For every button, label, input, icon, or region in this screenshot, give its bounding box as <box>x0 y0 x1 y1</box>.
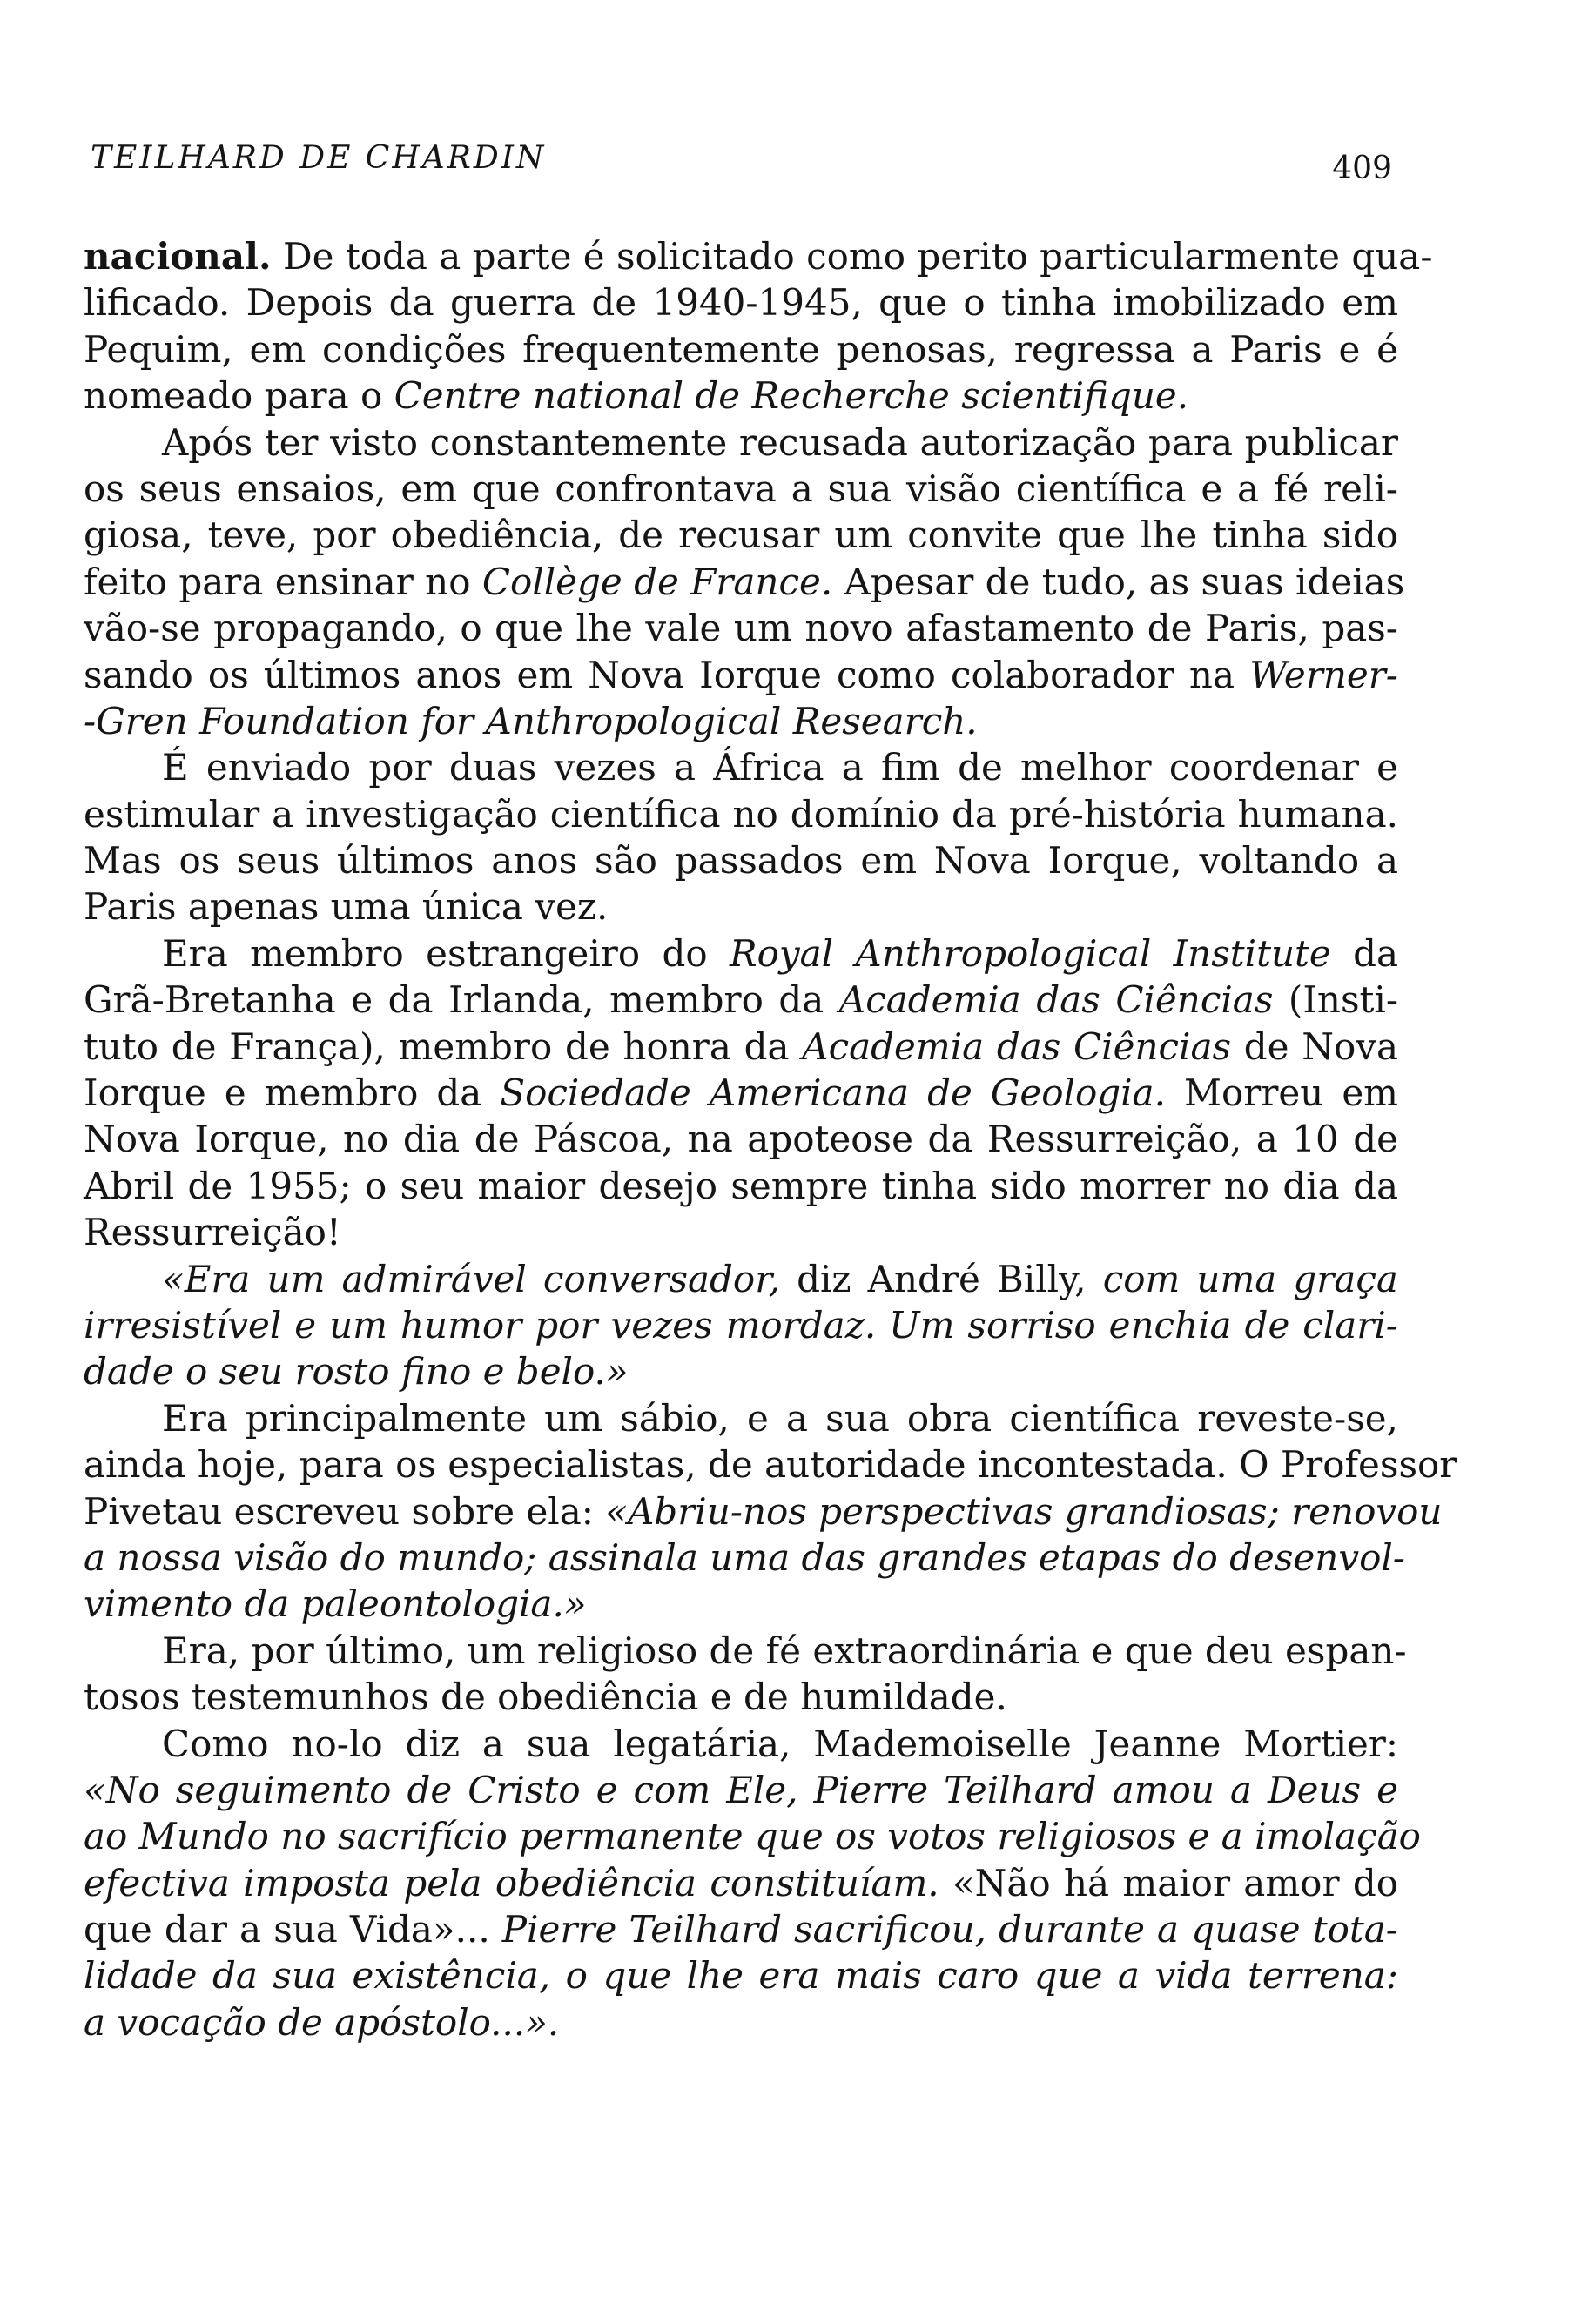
text-line <box>84 1070 1398 1116</box>
text-line <box>84 1674 1398 1720</box>
text-run: diz André Billy, <box>780 1257 1103 1300</box>
text-run: Apesar de tudo, as suas ideias <box>832 560 1405 603</box>
text-line <box>84 559 1405 605</box>
text-line <box>84 466 1398 512</box>
page-number: 409 <box>1332 151 1392 186</box>
paragraph <box>84 420 1405 745</box>
text-line <box>84 698 1398 744</box>
text-line <box>84 744 1398 790</box>
text-run: Iorque e membro da <box>84 1071 501 1115</box>
text-run: da <box>1330 931 1398 975</box>
text-run: Mas os seus últimos anos são passados em Nova Iorque, voltando a <box>84 839 1398 883</box>
text-run: lificado. Depois da guerra de 1940-1945, que o tinha imobilizado em <box>84 281 1398 325</box>
text-run: Era principalmente um sábio, e a sua obra científica reveste-se, <box>162 1396 1398 1440</box>
text-line <box>84 605 1398 651</box>
text-run: Grã-Bretanha e da Irlanda, membro da <box>84 978 839 1022</box>
text-run: vão-se propagando, o que lhe vale um novo afastamento de Paris, pas- <box>84 607 1398 650</box>
text-line <box>84 1952 1398 1998</box>
text-line <box>84 652 1398 698</box>
text-line <box>84 1348 1398 1394</box>
text-run: feito para ensinar no <box>84 560 482 603</box>
text-run: os seus ensaios, em que confrontava a sua visão científica e a fé reli- <box>84 467 1398 510</box>
text-run: tuto de França), membro de honra da <box>84 1024 803 1068</box>
text-line <box>84 1906 1398 1952</box>
text-run: nomeado para o <box>84 374 394 418</box>
text-run: Como no-lo diz a sua legatária, Mademoiselle Jeanne Mortier: <box>162 1722 1398 1765</box>
italic-text: vimento da paleontologia.» <box>84 1582 587 1626</box>
text-line <box>84 1395 1398 1441</box>
italic-text: Academia das Ciências <box>838 978 1274 1022</box>
italic-text: a vocação de apóstolo...». <box>84 2000 560 2044</box>
text-run: Morreu em <box>1165 1071 1399 1115</box>
italic-text: Sociedade Americana de Geologia. <box>500 1071 1166 1115</box>
text-run: Era membro estrangeiro do <box>162 931 730 975</box>
text-run: Abril de 1955; o seu maior desejo sempre tinha sido morrer no dia da <box>84 1164 1398 1207</box>
text-line <box>84 1163 1398 1209</box>
text-run: ainda hoje, para os especialistas, de autoridade incontestada. O Professor <box>84 1443 1457 1487</box>
text-line <box>84 1209 1398 1255</box>
italic-text: lidade da sua existência, o que lhe era mais caro que a vida terrena: <box>84 1954 1398 1998</box>
italic-text: Pierre Teilhard sacrificou, durante a quase tota- <box>501 1908 1398 1951</box>
text-line <box>84 1860 1398 1906</box>
text-run: É enviado por duas vezes a África a fim de melhor coordenar e <box>162 746 1398 789</box>
paragraph <box>84 930 1398 1256</box>
text-line <box>84 1628 1407 1674</box>
text-run: Paris apenas uma única vez. <box>84 885 609 929</box>
text-line <box>84 791 1398 837</box>
text-run: de Nova <box>1231 1024 1398 1068</box>
text-line <box>84 1488 1443 1535</box>
italic-text: -Gren Foundation for Anthropological Research. <box>84 699 978 742</box>
text-run: giosa, teve, por obediência, de recusar um convite que lhe tinha sido <box>84 514 1398 557</box>
italic-text: Academia das Ciências <box>802 1024 1232 1068</box>
text-line <box>84 1256 1398 1302</box>
text-run: Pivetau escreveu sobre ela: <box>84 1489 606 1533</box>
italic-text: Royal Anthropological Institute <box>729 931 1331 975</box>
text-line <box>84 420 1398 466</box>
text-run: Após ter visto constantemente recusada autorização para publicar <box>162 420 1398 464</box>
paragraph <box>84 1628 1407 1721</box>
text-run: Pequim, em condições frequentemente penosas, regressa a Paris e é <box>84 327 1398 371</box>
text-line <box>84 326 1398 373</box>
text-run: sando os últimos anos em Nova Iorque como colaborador na <box>84 653 1250 696</box>
text-line <box>84 1581 1398 1627</box>
running-title: TEILHARD DE CHARDIN <box>91 140 547 176</box>
text-line <box>84 373 1398 419</box>
body-text <box>84 233 1457 2045</box>
italic-text: «Era um admirável conversador, <box>162 1257 781 1300</box>
italic-text: «Abriu-nos perspectivas grandiosas; renovou <box>605 1489 1443 1533</box>
text-line <box>84 233 1433 279</box>
text-line <box>84 930 1398 977</box>
italic-text: a nossa visão do mundo; assinala uma das grandes etapas do desenvol- <box>84 1535 1405 1579</box>
italic-text: «No seguimento de Cristo e com Ele, Pierre Teilhard amou a Deus e <box>84 1768 1398 1811</box>
paragraph <box>84 1395 1457 1628</box>
text-line <box>84 1116 1398 1162</box>
text-run: tosos testemunhos de obediência e de humildade. <box>84 1676 1007 1719</box>
text-line <box>84 837 1398 883</box>
italic-text: dade o seu rosto fino e belo.» <box>84 1350 629 1394</box>
text-run: Nova Iorque, no dia de Páscoa, na apoteose da Ressurreição, a 10 de <box>84 1118 1398 1161</box>
text-line <box>84 1302 1398 1348</box>
text-run: Ressurreição! <box>84 1211 341 1254</box>
text-line <box>84 1999 1398 2045</box>
running-head <box>91 139 1392 191</box>
text-run: De toda a parte é solicitado como perito particularmente qua- <box>271 235 1433 278</box>
paragraph <box>84 1721 1421 2046</box>
text-run: Era, por último, um religioso de fé extraordinária e que deu espan- <box>162 1629 1407 1672</box>
italic-text: Collège de France. <box>481 560 833 603</box>
text-line <box>84 1767 1398 1813</box>
italic-text: com uma graça <box>1102 1257 1398 1300</box>
text-line <box>84 1813 1421 1859</box>
text-run: estimular a investigação científica no domínio da pré-história humana. <box>84 792 1398 836</box>
text-line <box>84 1721 1398 1767</box>
text-line <box>84 1535 1405 1581</box>
text-run: (Insti- <box>1273 978 1399 1022</box>
italic-text: Werner- <box>1249 653 1398 696</box>
text-line <box>84 883 1398 930</box>
text-line <box>84 512 1398 558</box>
text-run: que dar a sua Vida»... <box>84 1908 502 1951</box>
text-line <box>84 1441 1457 1488</box>
italic-text: irresistível e um humor por vezes mordaz. Um sorriso enchia de clari- <box>84 1303 1398 1347</box>
text-line <box>84 279 1398 326</box>
bold-text: nacional. <box>84 235 272 278</box>
paragraph <box>84 1256 1398 1395</box>
italic-text: efectiva imposta pela obediência constituíam. <box>84 1861 939 1904</box>
text-line <box>84 977 1398 1023</box>
italic-text: ao Mundo no sacrifício permanente que os votos religiosos e a imolação <box>84 1815 1421 1858</box>
text-run: «Não há maior amor do <box>939 1861 1398 1904</box>
text-line <box>84 1024 1398 1070</box>
paragraph <box>84 744 1398 930</box>
italic-text: Centre national de Recherche scientifique. <box>394 374 1189 418</box>
paragraph <box>84 233 1433 420</box>
